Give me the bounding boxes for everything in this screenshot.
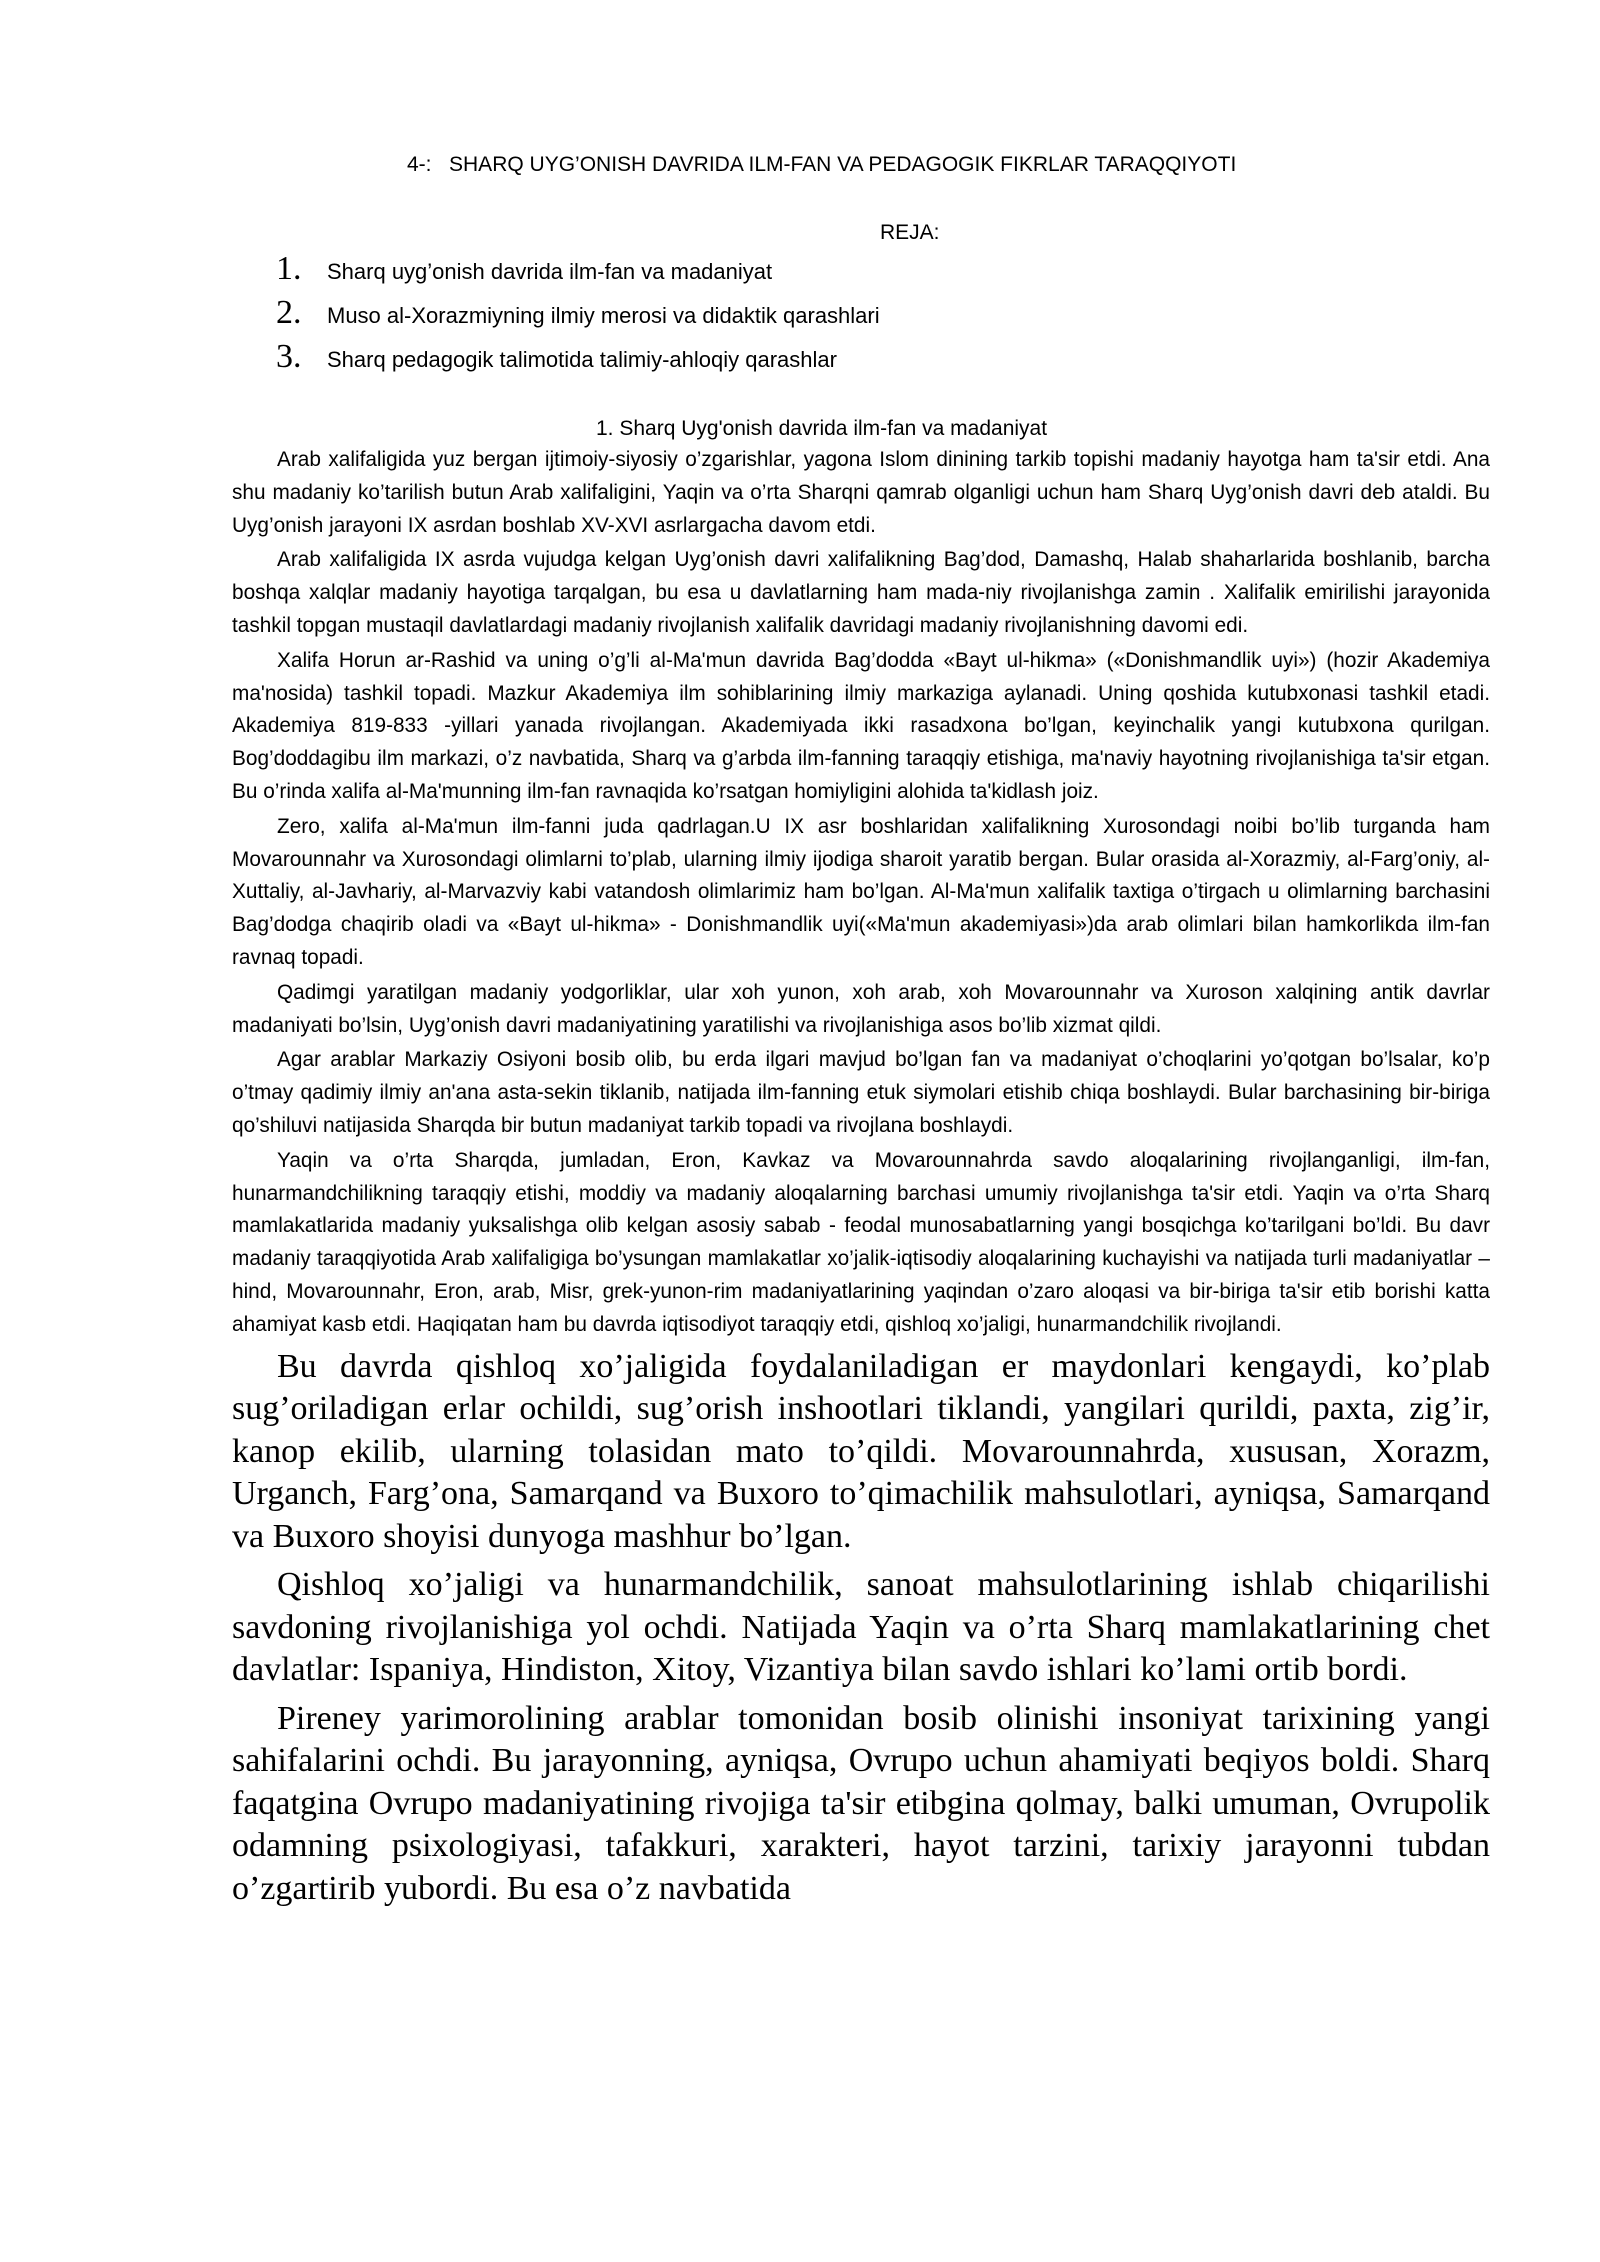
- document-title: 4-: SHARQ UYG’ONISH DAVRIDA ILM-FAN VA PEDAGOGIK FIKRLAR TARAQQIYOTI: [407, 153, 1237, 176]
- plan-item-text: Sharq uyg’onish davrida ilm-fan va madaniyat: [327, 259, 773, 284]
- body-paragraph: Agar arablar Markaziy Osiyoni bosib olib, bu erda ilgari mavjud bo’lgan fan va madaniyat o’choqlarini yo’qotgan bo’lsalar, ko’p o’tmay qadimiy ilmiy an'ana asta-sekin tiklanib, natijada ilm-fanning etuk siymolari etishib chiqa boshlaydi. Bular barchasining bir-biriga qo’shiluvi natijasida Sharqda bir butun madaniyat tarkib topadi va rivojlana boshlaydi.: [232, 1048, 1490, 1137]
- body-paragraph: Arab xalifaligida yuz bergan ijtimoiy-siyosiy o’zgarishlar, yagona Islom dinining tarkib topishi madaniy hayotga ham ta'sir etdi. Ana shu madaniy ko’tarilish butun Arab xalifaligini, Yaqin va o’rta Sharqni qamrab olganligi uchun ham Sharq Uyg’onish davri deb ataldi. Bu Uyg’onish jarayoni IX asrdan boshlab XV-XVI asrlargacha davom etdi.: [232, 448, 1490, 537]
- plan-item: [276, 338, 1490, 382]
- plan-list: [276, 250, 1490, 382]
- plan-item: [276, 250, 1490, 294]
- large-paragraph: Qishloq xo’jaligi va hunarmandchilik, sanoat mahsulotlarining ishlab chiqarilishi savdoning rivojlanishiga yol ochdi. Natijada Yaqin va o’rta Sharq mamlakatlarining chet davlatlar: Ispaniya, Hindiston, Xitoy, Vizantiya bilan savdo ishlari ko’lami ortib bordi.: [232, 1566, 1490, 1689]
- body-paragraph: Arab xalifaligida IX asrda vujudga kelgan Uyg’onish davri xalifalikning Bag’dod, Damashq, Halab shaharlarida boshlanib, barcha boshqa xalqlar madaniy hayotiga tarqalgan, bu esa u davlatlarning ham mada-niy rivojlanishga zamin . Xalifalik emirilishi jarayonida tashkil topgan mustaqil davlatlardagi madaniy rivojlanish xalifalik davridagi madaniy rivojlanishning davomi edi.: [232, 548, 1490, 637]
- plan-item-number: 3.: [276, 338, 302, 375]
- large-paragraph: Pireney yarimorolining arablar tomonidan bosib olinishi insoniyat tarixining yangi sahifalarini ochdi. Bu jarayonning, ayniqsa, Ovrupo uchun ahamiyati beqiyos boldi. Sharq faqatgina Ovrupo madaniyatining rivojiga ta'sir etibgina qolmay, balki umuman, Ovrupolik odamning psixologiyasi, tafakkuri, xarakteri, hayot tarzini, tarixiy jarayonni tubdan o’zgartirib yubordi. Bu esa o’z navbatida: [232, 1699, 1490, 1907]
- body-paragraph: Qadimgi yaratilgan madaniy yodgorliklar, ular xoh yunon, xoh arab, xoh Movarounnahr va Xuroson xalqining antik davrlar madaniyati bo’lsin, Uyg’onish davri madaniyatining yaratilishi va rivojlanishiga asos bo’lib xizmat qildi.: [232, 980, 1490, 1037]
- large-paragraph: Bu davrda qishloq xo’jaligida foydalaniladigan er maydonlari kengaydi, ko’plab sug’oriladigan erlar ochildi, sug’orish inshootlari tiklandi, yangilari qurildi, paxta, zig’ir, kanop ekilib, ularning tolasidan mato to’qildi. Movarounnahrda, xususan, Xorazm, Urganch, Farg’ona, Samarqand va Buxoro to’qimachilik mahsulotlari, ayniqsa, Samarqand va Buxoro shoyisi dunyoga mashhur bo’lgan.: [232, 1347, 1490, 1555]
- plan-item-number: 1.: [276, 250, 302, 287]
- plan-item-number: 2.: [276, 294, 302, 331]
- body-paragraph: Zero, xalifa al-Ma'mun ilm-fanni juda qadrlagan.U IX asr boshlaridan xalifalikning Xurosondagi noibi bo’lib turganda ham Movarounnahr va Xurosondagi olimlarni to’plab, ularning ilmiy ijodiga sharoit yaratib bergan. Bular orasida al-Xorazmiy, al-Farg’oniy, al-Xuttaliy, al-Javhariy, al-Marvazviy kabi vatandosh olimlarimiz ham bo’lgan. Al-Ma'mun xalifalik taxtiga o’tirgach u olimlarning barchasini Bag’dodga chaqirib oladi va «Bayt ul-hikma» - Donishmandlik uyi(«Ma'mun akademiyasi»)da arab olimlari bilan hamkorlikda ilm-fan ravnaq topadi.: [232, 814, 1490, 969]
- plan-item-text: Muso al-Xorazmiyning ilmiy merosi va didaktik qarashlari: [327, 303, 880, 328]
- body-paragraph: Xalifa Horun ar-Rashid va uning o’g’li al-Ma'mun davrida Bag’dodda «Bayt ul-hikma» («Donishmandlik uyi») (hozir Akademiya ma'nosida) tashkil topadi. Mazkur Akademiya ilm sohiblarining ilmiy markaziga aylanadi. Uning qoshida kutubxonasi tashkil etadi. Akademiya 819-833 -yillari yanada rivojlangan. Akademiyada ikki rasadxona bo’lgan, keyinchalik yangi kutubxona qurilgan. Bog’doddagibu ilm markazi, o’z navbatida, Sharq va g’arbda ilm-fanning taraqqiy etishiga, ma'naviy hayotning rivojlanishiga ta'sir etgan. Bu o’rinda xalifa al-Ma'munning ilm-fan ravnaqida ko’rsatgan homiyligini alohida ta'kidlash joiz.: [232, 648, 1490, 803]
- plan-heading: REJA:: [880, 221, 940, 244]
- document-page: [232, 150, 1490, 1914]
- plan-item-text: Sharq pedagogik talimotida talimiy-ahloqiy qarashlar: [327, 347, 837, 372]
- body-paragraph: Yaqin va o’rta Sharqda, jumladan, Eron, Kavkaz va Movarounnahrda savdo aloqalarining rivojlanganligi, ilm-fan, hunarmandchilikning taraqqiy etishi, moddiy va madaniy aloqalarning barchasi umumiy rivojlanishga ta'sir etdi. Yaqin va o’rta Sharq mamlakatlarida madaniy yuksalishga olib kelgan asosiy sabab - feodal munosabatlarning yangi bosqichga ko’tarilgani bo’ldi. Bu davr madaniy taraqqiyotida Arab xalifaligiga bo’ysungan mamlakatlar xo’jalik-iqtisodiy aloqalarining kuchayishi va natijada turli madaniyatlar – hind, Movarounnahr, Eron, arab, Misr, grek-yunon-rim madaniyatlarining yaqindan o’zaro aloqasi va bir-biriga ta'sir etib borishi katta ahamiyat kasb etdi. Haqiqatan ham bu davrda iqtisodiyot taraqqiy etdi, qishloq xo’jaligi, hunarmandchilik rivojlandi.: [232, 1148, 1490, 1336]
- plan-item: [276, 294, 1490, 338]
- section-title: 1. Sharq Uyg'onish davrida ilm-fan va madaniyat: [596, 417, 1048, 440]
